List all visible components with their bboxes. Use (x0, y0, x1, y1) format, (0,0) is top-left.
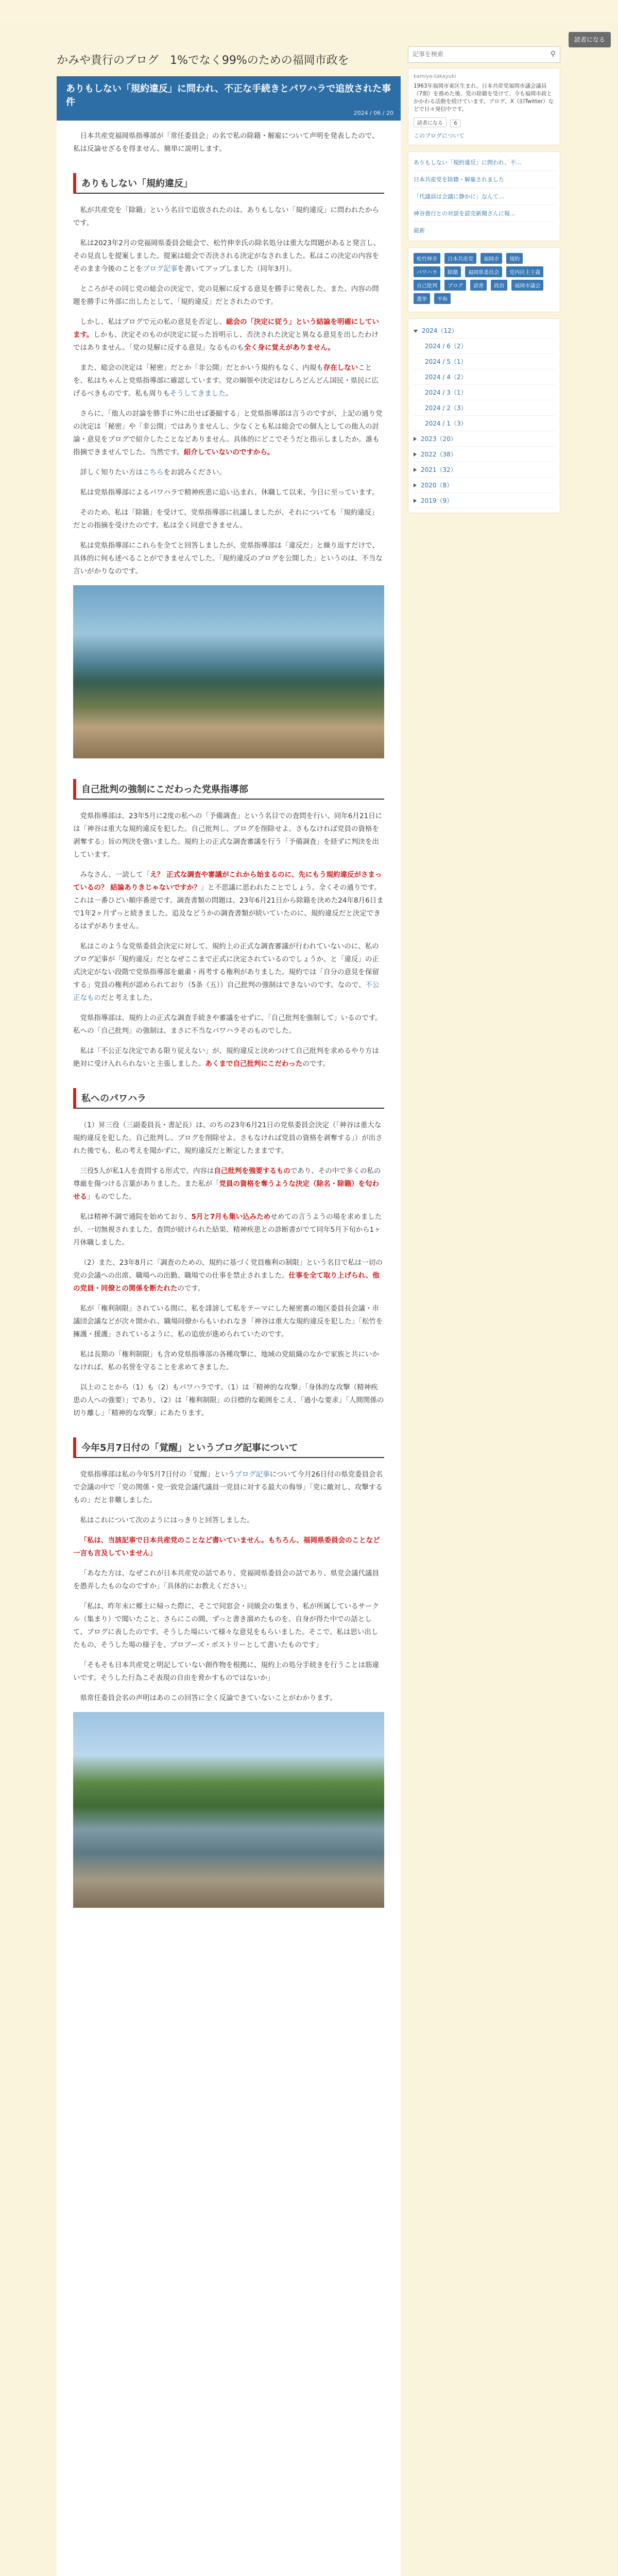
inline-link[interactable]: そうしてきました (169, 389, 226, 398)
search-box[interactable] (408, 46, 560, 63)
paragraph: 党県指導部は、23年5月に2度の私への「予備調査」という名目での査問を行い、同年6月21日には「神谷は重大な規約違反を犯した。自己批判し、ブログを削除せよ。さもなければ党員の資格を剥奪する」旨の判決を強いました。規約上の正式な調査審議を行う「予備調査」を経ずに判決を出しています。 (73, 812, 383, 859)
chevron-right-icon (414, 468, 417, 472)
paragraph: しかし、私はブログで元の私の意見を否定し、総会の「決定に従う」という結論を明確にしています。しかも、決定そのものが決定に従った旨明示し、否決された決定と異なる意見を出したわけではありません。「党の見解に反する意見」なるものも全く身に覚えがありません。 (73, 318, 379, 352)
paragraph: 私が「権利制限」されている間に、私を誹謗して私をテーマにした秘密裏の地区委員長会議・市議団会議などが次々開かれ、職場同僚からもいわれなき「神谷は重大な規約違反を犯した」「松竹を擁護・援護」されているように、私の追放が進められていたのです。 (73, 1304, 383, 1338)
archive-year[interactable]: 2020（8） (414, 478, 555, 493)
chevron-right-icon (414, 499, 417, 503)
article-title[interactable]: ありもしない「規約違反」に問われ、不正な手続きとパワハラで追放された事件 (66, 83, 391, 108)
archive-month[interactable]: 2024 / 4（2） (414, 369, 555, 385)
paragraph: 「私は、昨年末に郷土に帰った際に、そこで同窓会・同級会の集まり、私が所属しているサークル（集まり）で聞いたこと、さらにこの間、ずっと書き溜めたものを、自身が得た中での話として、ブログに表したのです。そうした場にいて様々な意見をもらいました。そこで、私は思い出したもの、そうした場の様子を、プロブーズ・ポストリーとして書いたものです」 (73, 1602, 379, 1649)
tag[interactable]: ブログ (444, 280, 466, 291)
paragraph: 私が共産党を「除籍」という名目で追放されたのは、ありもしない「規約違反」に問われたからです。 (73, 206, 379, 227)
paragraph: さらに、「他人の討論を勝手に外に出せば萎縮する」と党県指導部は言うのですが、上記の通り党の決定は「秘密」や「非公開」ではありませんし、少なくとも私は総会での個人としての他人の討論・意見をブログで紹介したことなどありません。具体的にどこでそうだと指示しましたか。誰も指摘できませんでした。当然です。紹介していないのですから。 (73, 410, 383, 456)
paragraph: そのため、私は「除籍」を受けて、党県指導部に抗議しましたが、それについても「規約違反」だとの指摘を受けたのです。私は全く同意できません。 (73, 509, 379, 530)
recent-posts (408, 151, 560, 241)
archive-month[interactable]: 2024 / 2（3） (414, 400, 555, 416)
paragraph: 私はこれについて次のようにはっきりと回答しました。 (80, 1516, 254, 1524)
paragraph: 私は精神不調で通院を始めており、5月と7月も集い込みためせめての言うようの場を求めましたが、一切無視されました。査問が続けられた結果、精神疾患との診断書がでて同年5月下旬から1ヶ月休職しました。 (73, 1213, 382, 1247)
tag[interactable]: 松竹伸幸 (414, 253, 440, 264)
chevron-right-icon (414, 483, 417, 487)
subscribe-badge[interactable]: 読者になる (414, 117, 447, 127)
coastline-photo (73, 585, 384, 758)
main-content (57, 76, 401, 2576)
tag-cloud (408, 247, 560, 312)
intro-paragraph: 日本共産党福岡県指導部が「常任委員会」の名で私の除籍・解雇について声明を発表したので、私は反論せざるを得ません。簡単に説明します。 (73, 132, 379, 153)
archive-month[interactable]: 2024 / 6（2） (414, 338, 555, 354)
tag[interactable]: 自己批判 (414, 280, 440, 291)
about-blog-link[interactable]: このブログについて (414, 132, 465, 139)
search-input[interactable] (408, 47, 540, 61)
paragraph: 「私は、当該記事で日本共産党のことなど書いていません。もちろん、福岡県委員会のことなど一言も言及していません」 (73, 1536, 380, 1557)
paragraph: 私は長期の「権利制限」も含め党県指導部の各種攻撃に、地域の党組織のなかで家族と共にいかなければ、私の名誉を守ることを求めてきました。 (73, 1350, 379, 1371)
tag[interactable]: 福岡市議会 (511, 280, 543, 291)
recent-post-link[interactable]: 日本共産党を除籍・解雇されました (414, 171, 555, 188)
paragraph: 「そもそも日本共産党と明記していない創作物を根拠に、規約上の処分手続きを行うことは筋違いです。そうした行為こそ表現の自由を脅かすものではないか」 (73, 1661, 379, 1682)
article-body (57, 121, 401, 1908)
paragraph: 以上のことから（1）も（2）もパワハラです。（1）は「精神的な攻撃」「身体的な攻撃（精神疾患の人への強要）」であり、（2）は「権利制限」の目標的な範囲をこえ、「過小な要求」「人間関係の切り離し」「精神的な攻撃」にあたります。 (73, 1383, 384, 1417)
tag[interactable]: 日本共産党 (444, 253, 476, 264)
paragraph: ところがその同じ党の総会の決定で、党の見解に反する意見を勝手に発表した、また、内容の問題を勝手に外部に出したとして、「規約違反」だとされたのです。 (73, 285, 379, 306)
paragraph: （1）昇三役（三副委員長・書記長）は、のちの23年6月21日の党県委員会決定（「神谷は重大な規約違反を犯した。自己批判し、ブログを削除せよ。さもなければ党員の資格を剥奪する」）が出された後でも、私の考えを聞かずに、規約違反だと断定したままです。 (73, 1121, 383, 1155)
archive-month[interactable]: 2024 / 5（1） (414, 354, 555, 369)
archive-year[interactable]: 2021（32） (414, 462, 555, 478)
section-heading-1: ありもしない「規約違反」 (73, 173, 384, 194)
archive-year[interactable]: 2023（20） (414, 431, 555, 447)
paragraph: 私は党県指導部によるパワハラで精神疾患に追い込まれ、休職して以来、今日に至っています。 (80, 488, 379, 497)
tag[interactable]: 読書 (470, 280, 487, 291)
chevron-right-icon (414, 452, 417, 456)
profile-name[interactable]: kamiya-takayuki (414, 74, 456, 79)
tag[interactable]: 福岡市 (480, 253, 502, 264)
recent-post-link[interactable]: 「代議員は会議に静かに」なんて… (414, 188, 555, 205)
paragraph: 党県指導部は、規約上の正式な調査手続きや審議をせずに、「自己批判を強制して」いるのです。私への「自己批判」の強制は、まさに不当なパワハラそのものでした。 (73, 1014, 382, 1035)
paragraph: 私はこのような党県委員会決定に対して、規約上の正式な調査審議が行われていないのに、私のブログ記事が「規約違反」だとなぜここまで正式に決定されているのでしょうか、と「違反」の正式決定がない段階で党県指導部を厳粛・再考する権利がありました。規約では「自分の意見を保留する」党員の権利が認められており（5条（五））自己批判の強制はできないのです。なので、不公正なものだと考えました。 (73, 942, 380, 1002)
article-header (57, 76, 401, 121)
paragraph: 「あなた方は、なぜこれが日本共産党の話であり、党福岡県委員会の話であり、県党会議代議員を愚弄したものなのですか」「具体的にお教えください」 (73, 1569, 379, 1590)
site-title[interactable]: かみや貴行のブログ 1%でなく99%のための福岡市政を (57, 54, 349, 67)
tag[interactable]: 福岡県委員会 (465, 266, 502, 277)
archive-month[interactable]: 2024 / 3（1） (414, 385, 555, 400)
paragraph: また、総会の決定は「秘密」だとか「非公開」だとかいう規約もなく、内規も存在しないことを、私はちゃんと党県指導部に確認しています。党の綱領や決定はむしろどんどん国民・県民に広げるべきものです。私も周りもそうしてきました。 (73, 364, 379, 398)
section-heading-4: 今年5月7日付の「覚醒」というブログ記事について (73, 1437, 384, 1458)
paragraph: 県常任委員会名の声明はあのこの回答に全く反論できていないことがわかります。 (80, 1694, 337, 1702)
search-icon[interactable]: ⚲ (550, 50, 556, 58)
profile-text: 1963年福岡市東区生まれ。日本共産党福岡市議会議員（7期）を務めた後、党の除籍を受けて、今も福岡市政とかかわる活動を続けています。ブログ、X（旧Twitter）などで日々発信中です。 (414, 83, 554, 112)
archive-month[interactable]: 2024 / 1（3） (414, 416, 555, 431)
inline-link[interactable]: 不公正なもの (73, 981, 380, 1002)
archive-year[interactable]: 2019（9） (414, 493, 555, 509)
paragraph: 私は2023年2月の党福岡県委員会総会で、松竹伸幸氏の除名処分は重大な問題があると発言し、その見直しを提案しました。提案は総会で否決される決定がなされました。私はこの決定の内容をそのまま今後のことをブログ記事を書いてアップしました（同年3月）。 (73, 239, 381, 273)
tag[interactable]: 規約 (506, 253, 523, 264)
tag[interactable]: 政治 (491, 280, 507, 291)
subscribe-button[interactable]: 読者になる (569, 32, 611, 47)
tag[interactable]: 除籍 (444, 266, 461, 277)
blog-article-link[interactable]: ブログ記事 (235, 1470, 270, 1479)
section-heading-2: 自己批判の強制にこだわった党県指導部 (73, 779, 384, 800)
archive-year[interactable]: 2022（38） (414, 447, 555, 462)
chevron-right-icon (414, 437, 417, 441)
section-heading-3: 私へのパワハラ (73, 1088, 384, 1109)
archive-list (408, 318, 560, 513)
tag[interactable]: 党内民主主義 (506, 266, 543, 277)
tag[interactable]: パワハラ (414, 266, 440, 277)
blog-article-link[interactable]: ブログ記事 (143, 265, 178, 273)
paragraph: みなさん、一読して「え？ 正式な調査や審議がこれから始まるのに、先にもう規約違反がさまっているの？ 結論ありきじゃないですか？」と不思議に思われたことでしょう。全くその通りです。これは一番ひどい順序番逆です。調査書類の問題は、23年6月21日から除籍を決めた24年8月6日まで1年2ヶ月ずっと続きました。追及などうかの調査書類が続いていたのに、規約違反だと決定できるはずがありません。 (73, 871, 384, 930)
top-bar (0, 0, 618, 21)
landscape-photo (73, 1712, 384, 1908)
recent-post-link[interactable]: 最新 (414, 227, 425, 234)
paragraph: 党県指導部は私の今年5月7日付の「覚醒」というブログ記事について今月26日付の県党委員会名で会議の中で「党の関係・党一致党会議代議員一党員に対する最大の侮辱」「党に敵対し、攻撃するもの」だと非難しました。 (73, 1470, 383, 1504)
subscriber-count: 6 (450, 120, 460, 127)
tag[interactable]: 選挙 (414, 293, 430, 304)
subscriber-row (414, 117, 555, 127)
paragraph: 詳しく知りたい方はこちらをお読みください。 (80, 468, 226, 477)
tag[interactable]: 平和 (434, 293, 451, 304)
archive-year[interactable]: 2024（12） (414, 323, 555, 338)
details-link[interactable]: こちら (143, 468, 164, 477)
recent-post-link[interactable]: ありもしない「規約違反」に問われ、不… (414, 154, 555, 171)
sidebar (408, 46, 560, 513)
chevron-down-icon (414, 330, 418, 333)
article-date: 2024 / 06 / 20 (353, 110, 393, 116)
paragraph: 三役5人が私1人を査問する形式で、内容は自己批判を強要するものであり、その中で多くの私の尊厳を傷つける言葉がありました。また私が「党員の資格を奪うような決定（除名・除籍）を匂わせる」ものでした。 (73, 1167, 381, 1201)
paragraph: 私は「不公正な決定である限り従えない」が、規約違反と決めつけて自己批判を求めるやり方は絶対に受け入れられないと主張しました。あくまで自己批判にこだわったのです。 (73, 1047, 379, 1068)
recent-post-link[interactable]: 神谷貴行との対談を読売新聞さんに報… (414, 205, 555, 222)
paragraph: 私は党県指導部にこれらを全てと回答しましたが、党県指導部は「違反だ」と繰り返すだけで、具体的に何も述べることができませんでした。「規約違反のブログを公開した」というのは、不当な言いがかりなのです。 (73, 541, 383, 575)
profile-box (408, 68, 560, 145)
paragraph: （2）また、23年8月に「調査のための、規約に基づく党員権利の制限」という名目で私は一切の党の会議への出席、職場への出勤、職場での仕事を禁止されました。仕事を全て取り上げられ、他の党員・同僚との関係を断たれたのです。 (73, 1259, 383, 1293)
